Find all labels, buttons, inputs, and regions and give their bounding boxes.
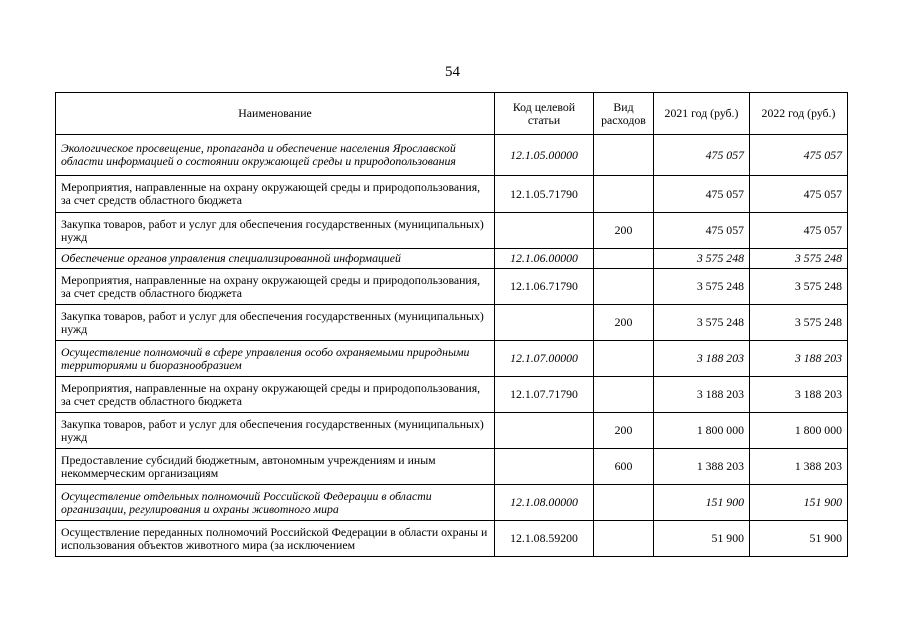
page-number: 54 [445,64,460,80]
row-amount-2021-cell: 3 575 248 [654,305,750,341]
table-row [56,413,848,449]
row-amount-2021-cell: 151 900 [654,485,750,521]
row-code-cell: 12.1.07.00000 [495,341,594,377]
table-row [56,213,848,249]
row-amount-2022-cell: 51 900 [750,521,848,557]
row-amount-2022-cell: 1 388 203 [750,449,848,485]
row-code-cell: 12.1.05.00000 [495,135,594,176]
row-amount-2021-cell: 475 057 [654,213,750,249]
row-code-cell: 12.1.08.59200 [495,521,594,557]
row-amount-2022-cell: 3 575 248 [750,269,848,305]
row-amount-2021-cell: 3 575 248 [654,269,750,305]
row-amount-2022-cell: 1 800 000 [750,413,848,449]
table-row [56,176,848,213]
header-year-2022: 2022 год (руб.) [750,93,848,135]
row-amount-2021-cell: 1 800 000 [654,413,750,449]
row-type-cell [594,249,654,269]
row-code-cell [495,413,594,449]
header-year-2021: 2021 год (руб.) [654,93,750,135]
row-name-cell: Осуществление отдельных полномочий Российской Федерации в области организации, регулирования и охраны животного мира [56,485,495,521]
row-amount-2021-cell: 51 900 [654,521,750,557]
row-amount-2022-cell: 151 900 [750,485,848,521]
table-row [56,269,848,305]
row-name-cell: Осуществление переданных полномочий Российской Федерации в области охраны и использования объектов животного мира (за исключением [56,521,495,557]
header-row [56,93,848,135]
row-type-cell [594,521,654,557]
row-code-cell: 12.1.06.71790 [495,269,594,305]
row-type-cell [594,485,654,521]
row-code-cell: 12.1.05.71790 [495,176,594,213]
table-body [56,135,848,557]
row-code-cell: 12.1.07.71790 [495,377,594,413]
table-header [56,93,848,135]
header-code: Код целевой статьи [495,93,594,135]
row-name-cell: Закупка товаров, работ и услуг для обеспечения государственных (муниципальных) нужд [56,413,495,449]
row-code-cell: 12.1.06.00000 [495,249,594,269]
table-row [56,305,848,341]
table-row [56,249,848,269]
row-type-cell [594,135,654,176]
row-amount-2021-cell: 3 575 248 [654,249,750,269]
row-code-cell [495,449,594,485]
table-row [56,377,848,413]
row-amount-2021-cell: 1 388 203 [654,449,750,485]
row-name-cell: Осуществление полномочий в сфере управления особо охраняемыми природными территориями и биоразнообразием [56,341,495,377]
row-amount-2022-cell: 3 575 248 [750,305,848,341]
row-amount-2022-cell: 475 057 [750,176,848,213]
row-amount-2021-cell: 475 057 [654,135,750,176]
table-row [56,341,848,377]
table-row [56,449,848,485]
row-type-cell: 200 [594,213,654,249]
table-row [56,521,848,557]
row-type-cell: 600 [594,449,654,485]
header-name: Наименование [56,93,495,135]
row-amount-2022-cell: 3 188 203 [750,377,848,413]
row-name-cell: Предоставление субсидий бюджетным, автономным учреждениям и иным некоммерческим организациям [56,449,495,485]
table-row [56,135,848,176]
row-type-cell [594,341,654,377]
row-amount-2022-cell: 3 188 203 [750,341,848,377]
row-amount-2022-cell: 475 057 [750,213,848,249]
row-type-cell [594,377,654,413]
row-type-cell: 200 [594,305,654,341]
header-type: Вид расходов [594,93,654,135]
row-name-cell: Экологическое просвещение, пропаганда и обеспечение населения Ярославской области информацией о состоянии окружающей среды и природопользования [56,135,495,176]
row-type-cell [594,176,654,213]
row-name-cell: Закупка товаров, работ и услуг для обеспечения государственных (муниципальных) нужд [56,213,495,249]
row-code-cell [495,213,594,249]
row-code-cell: 12.1.08.00000 [495,485,594,521]
row-name-cell: Мероприятия, направленные на охрану окружающей среды и природопользования, за счет средств областного бюджета [56,176,495,213]
row-amount-2021-cell: 3 188 203 [654,341,750,377]
row-type-cell [594,269,654,305]
row-amount-2021-cell: 3 188 203 [654,377,750,413]
row-name-cell: Закупка товаров, работ и услуг для обеспечения государственных (муниципальных) нужд [56,305,495,341]
budget-table [55,92,848,557]
row-type-cell: 200 [594,413,654,449]
row-amount-2022-cell: 3 575 248 [750,249,848,269]
row-code-cell [495,305,594,341]
row-name-cell: Мероприятия, направленные на охрану окружающей среды и природопользования, за счет средств областного бюджета [56,377,495,413]
row-amount-2021-cell: 475 057 [654,176,750,213]
row-amount-2022-cell: 475 057 [750,135,848,176]
row-name-cell: Мероприятия, направленные на охрану окружающей среды и природопользования, за счет средств областного бюджета [56,269,495,305]
row-name-cell: Обеспечение органов управления специализированной информацией [56,249,495,269]
table-row [56,485,848,521]
